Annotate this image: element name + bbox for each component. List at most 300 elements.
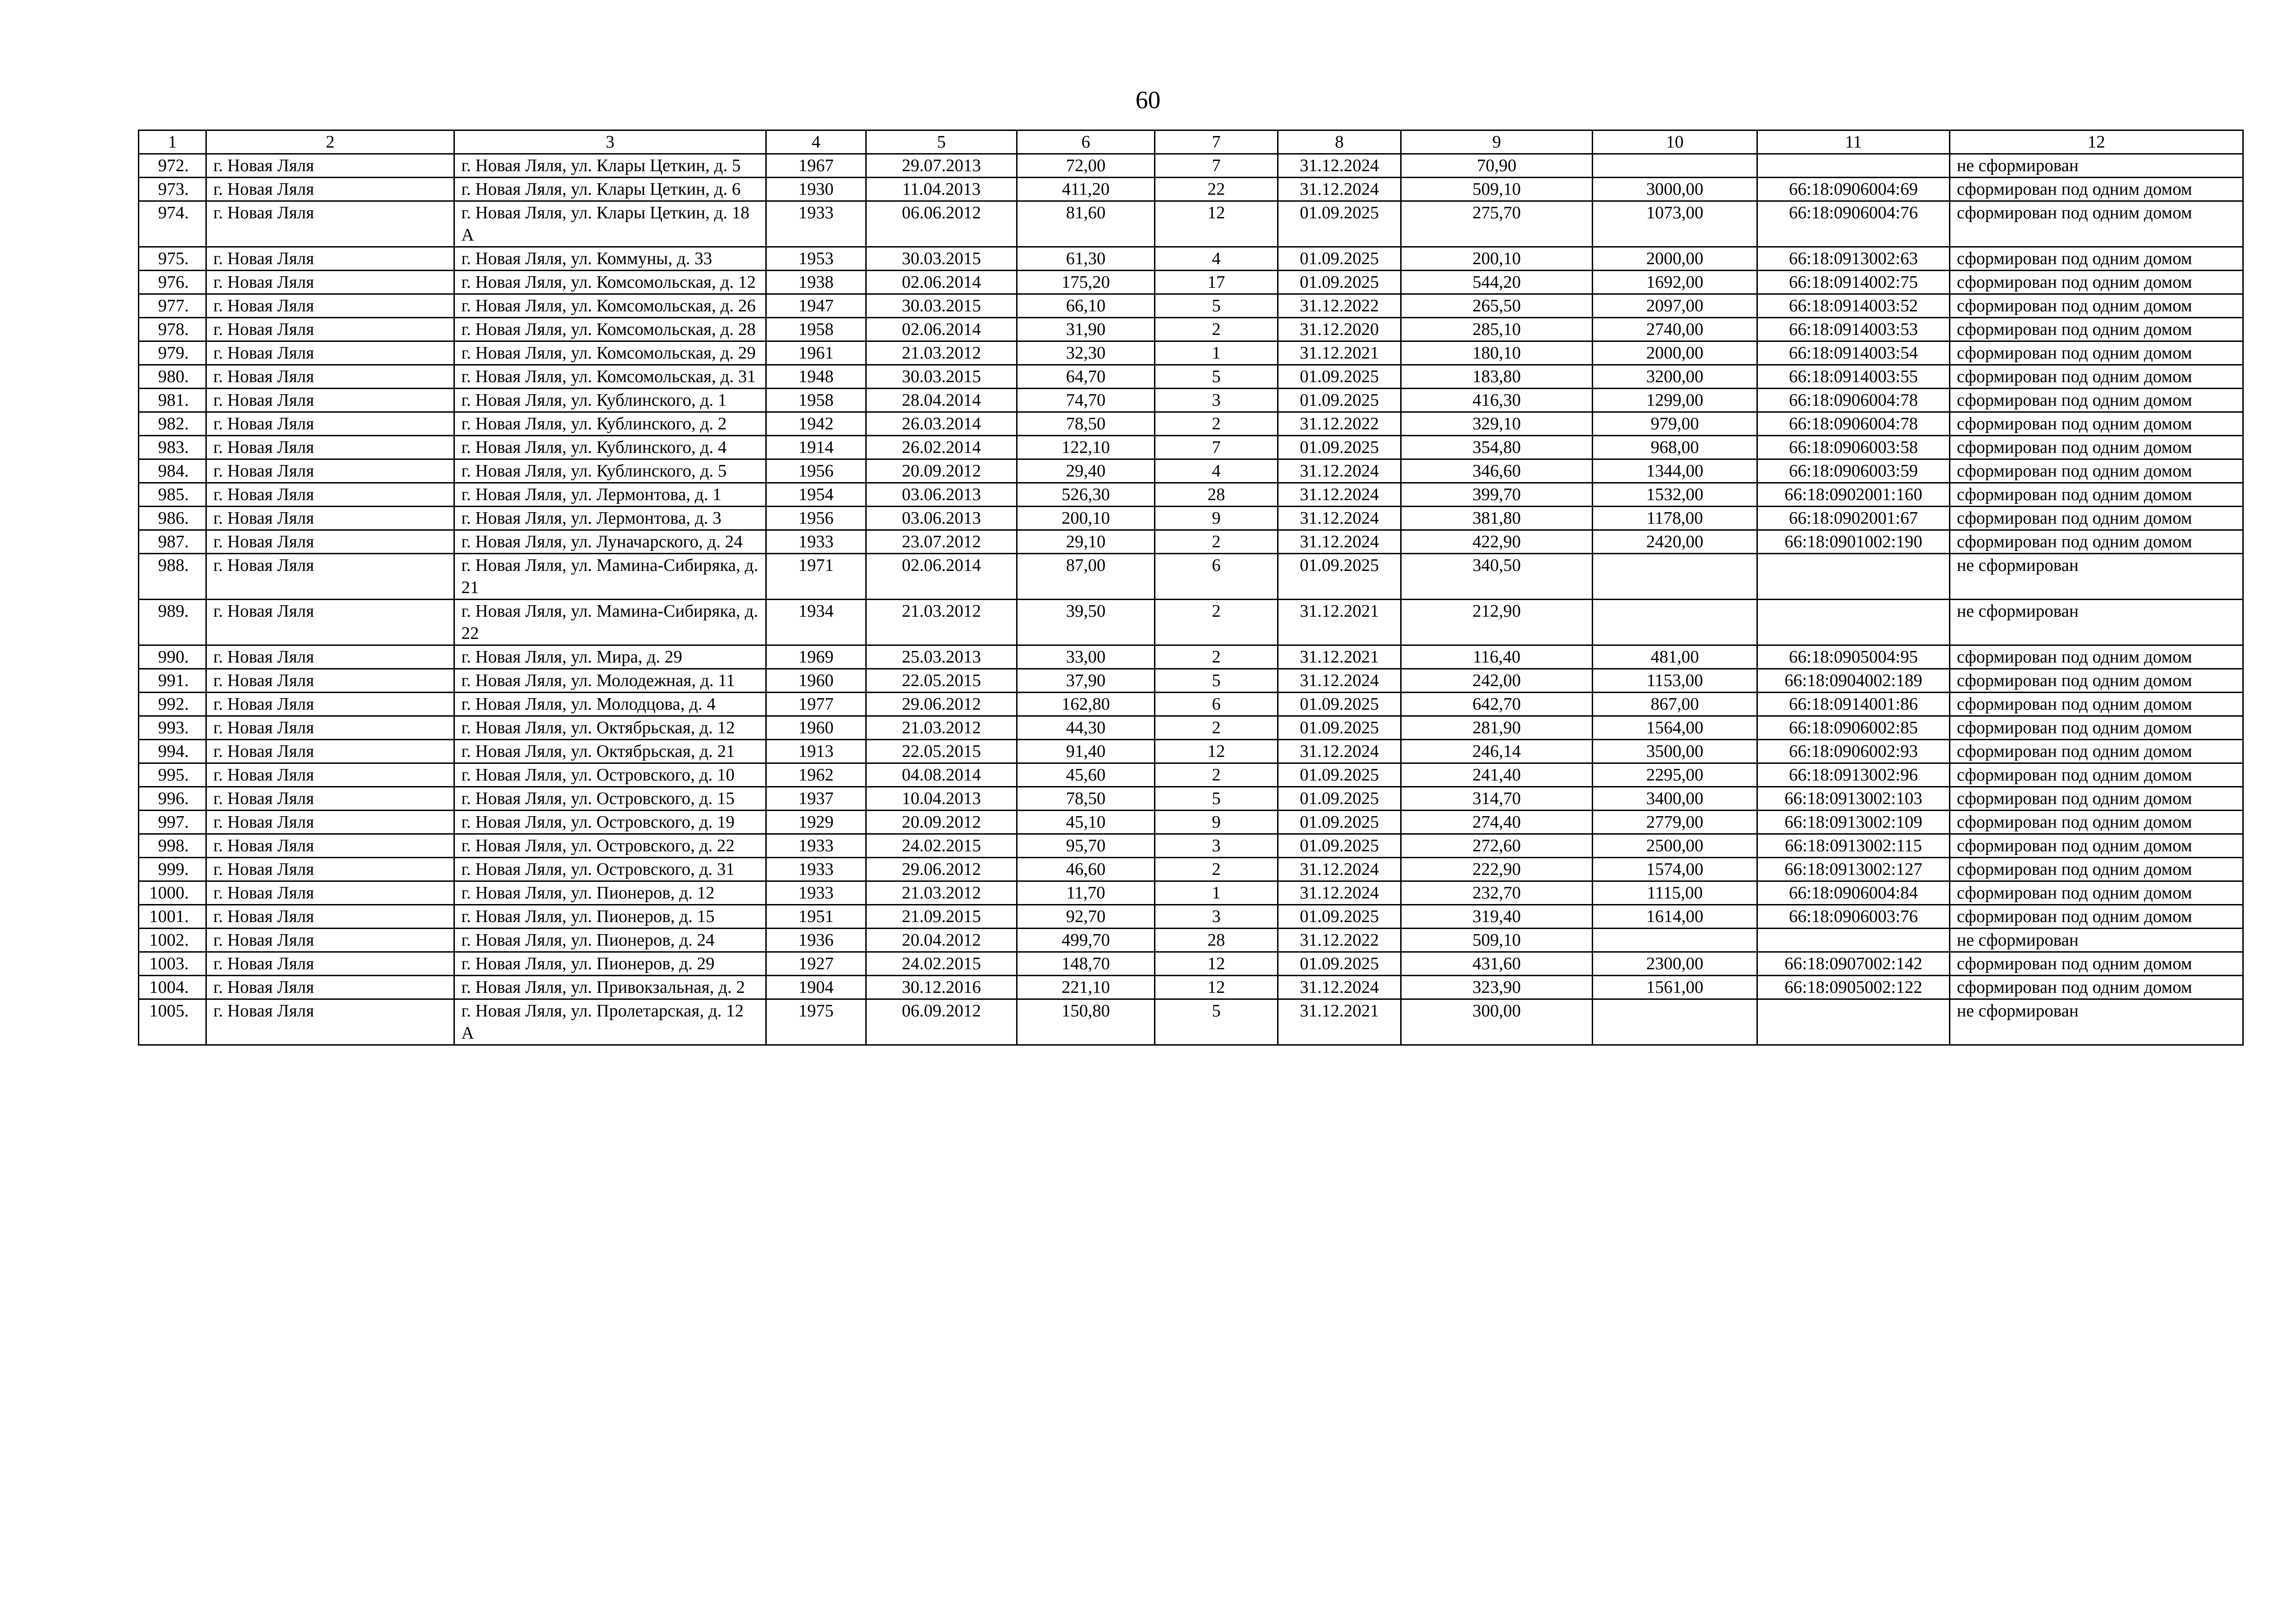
- cell-residents: 2: [1155, 600, 1278, 645]
- cell-survey-date: 30.03.2015: [866, 294, 1017, 318]
- cell-address: г. Новая Ляля, ул. Клары Цеткин, д. 5: [454, 154, 766, 178]
- cell-settlement: г. Новая Ляля: [206, 905, 454, 929]
- cell-row-number: 986.: [139, 507, 206, 530]
- cell-settlement: г. Новая Ляля: [206, 999, 454, 1045]
- cell-address: г. Новая Ляля, ул. Комсомольская, д. 28: [454, 318, 766, 341]
- table-row: [139, 645, 2243, 669]
- cell-build-year: 1962: [766, 763, 866, 787]
- cell-residents: 2: [1155, 412, 1278, 436]
- cell-land-status: не сформирован: [1950, 154, 2243, 178]
- cell-deadline: 31.12.2024: [1278, 881, 1401, 905]
- cell-build-year: 1929: [766, 811, 866, 834]
- cell-land-status: сформирован под одним домом: [1950, 693, 2243, 716]
- cell-build-year: 1933: [766, 201, 866, 247]
- cell-land-area: 2779,00: [1593, 811, 1757, 834]
- cell-cadastral-number: 66:18:0906004:84: [1757, 881, 1950, 905]
- cell-build-year: 1933: [766, 834, 866, 858]
- cell-cadastral-number: 66:18:0904002:189: [1757, 669, 1950, 693]
- cell-settlement: г. Новая Ляля: [206, 858, 454, 881]
- table-row: [139, 365, 2243, 389]
- cell-settlement: г. Новая Ляля: [206, 247, 454, 271]
- cell-settlement: г. Новая Ляля: [206, 929, 454, 952]
- cell-row-number: 1000.: [139, 881, 206, 905]
- table-row: [139, 271, 2243, 294]
- cell-deadline: 01.09.2025: [1278, 834, 1401, 858]
- cell-deadline: 31.12.2024: [1278, 976, 1401, 999]
- cell-residents: 6: [1155, 693, 1278, 716]
- cell-land-area: 867,00: [1593, 693, 1757, 716]
- cell-build-year: 1958: [766, 389, 866, 412]
- cell-cost: 323,90: [1401, 976, 1593, 999]
- cell-land-status: сформирован под одним домом: [1950, 669, 2243, 693]
- table-row: [139, 881, 2243, 905]
- table-row: [139, 389, 2243, 412]
- cell-residents: 12: [1155, 976, 1278, 999]
- cell-residents: 1: [1155, 341, 1278, 365]
- cell-cadastral-number: 66:18:0901002:190: [1757, 530, 1950, 554]
- cell-area: 411,20: [1017, 178, 1155, 201]
- cell-address: г. Новая Ляля, ул. Кублинского, д. 1: [454, 389, 766, 412]
- cell-settlement: г. Новая Ляля: [206, 669, 454, 693]
- cell-build-year: 1930: [766, 178, 866, 201]
- cell-build-year: 1933: [766, 530, 866, 554]
- cell-row-number: 1001.: [139, 905, 206, 929]
- cell-land-area: 1574,00: [1593, 858, 1757, 881]
- cell-residents: 2: [1155, 716, 1278, 740]
- cell-address: г. Новая Ляля, ул. Октябрьская, д. 21: [454, 740, 766, 763]
- cell-row-number: 996.: [139, 787, 206, 811]
- cell-deadline: 01.09.2025: [1278, 905, 1401, 929]
- cell-row-number: 991.: [139, 669, 206, 693]
- cell-address: г. Новая Ляля, ул. Комсомольская, д. 26: [454, 294, 766, 318]
- column-header: 4: [766, 130, 866, 154]
- cell-cost: 70,90: [1401, 154, 1593, 178]
- table-row: [139, 858, 2243, 881]
- table-row: [139, 929, 2243, 952]
- cell-build-year: 1947: [766, 294, 866, 318]
- cell-settlement: г. Новая Ляля: [206, 507, 454, 530]
- cell-area: 78,50: [1017, 412, 1155, 436]
- cell-residents: 7: [1155, 436, 1278, 459]
- cell-settlement: г. Новая Ляля: [206, 881, 454, 905]
- column-header: 6: [1017, 130, 1155, 154]
- cell-build-year: 1933: [766, 858, 866, 881]
- cell-area: 74,70: [1017, 389, 1155, 412]
- cell-row-number: 978.: [139, 318, 206, 341]
- cell-build-year: 1956: [766, 459, 866, 483]
- cell-build-year: 1913: [766, 740, 866, 763]
- cell-deadline: 31.12.2022: [1278, 929, 1401, 952]
- cell-area: 66,10: [1017, 294, 1155, 318]
- table-row: [139, 459, 2243, 483]
- cell-deadline: 01.09.2025: [1278, 787, 1401, 811]
- header-row: [139, 130, 2243, 154]
- cell-cadastral-number: 66:18:0913002:115: [1757, 834, 1950, 858]
- cell-cadastral-number: 66:18:0906004:76: [1757, 201, 1950, 247]
- cell-cadastral-number: 66:18:0902001:67: [1757, 507, 1950, 530]
- cell-cadastral-number: 66:18:0913002:109: [1757, 811, 1950, 834]
- cell-settlement: г. Новая Ляля: [206, 436, 454, 459]
- cell-land-status: сформирован под одним домом: [1950, 412, 2243, 436]
- cell-settlement: г. Новая Ляля: [206, 600, 454, 645]
- cell-area: 72,00: [1017, 154, 1155, 178]
- cell-land-area: 2000,00: [1593, 341, 1757, 365]
- cell-residents: 2: [1155, 318, 1278, 341]
- cell-settlement: г. Новая Ляля: [206, 389, 454, 412]
- cell-settlement: г. Новая Ляля: [206, 740, 454, 763]
- table-row: [139, 294, 2243, 318]
- table-row: [139, 740, 2243, 763]
- table-body: [139, 154, 2243, 1045]
- cell-land-status: сформирован под одним домом: [1950, 763, 2243, 787]
- cell-land-status: сформирован под одним домом: [1950, 294, 2243, 318]
- cell-row-number: 1003.: [139, 952, 206, 976]
- column-header: 9: [1401, 130, 1593, 154]
- cell-residents: 7: [1155, 154, 1278, 178]
- table-row: [139, 905, 2243, 929]
- cell-residents: 5: [1155, 669, 1278, 693]
- cell-row-number: 988.: [139, 554, 206, 600]
- column-header: 11: [1757, 130, 1950, 154]
- cell-cost: 232,70: [1401, 881, 1593, 905]
- cell-land-area: 2000,00: [1593, 247, 1757, 271]
- table-row: [139, 834, 2243, 858]
- cell-area: 221,10: [1017, 976, 1155, 999]
- cell-deadline: 01.09.2025: [1278, 763, 1401, 787]
- cell-land-area: 1073,00: [1593, 201, 1757, 247]
- cell-cadastral-number: 66:18:0914002:75: [1757, 271, 1950, 294]
- cell-cost: 272,60: [1401, 834, 1593, 858]
- cell-build-year: 1958: [766, 318, 866, 341]
- cell-land-status: сформирован под одним домом: [1950, 834, 2243, 858]
- cell-address: г. Новая Ляля, ул. Луначарского, д. 24: [454, 530, 766, 554]
- cell-land-status: сформирован под одним домом: [1950, 858, 2243, 881]
- cell-land-area: 3500,00: [1593, 740, 1757, 763]
- cell-land-status: сформирован под одним домом: [1950, 507, 2243, 530]
- housing-table: [138, 130, 2244, 1046]
- cell-settlement: г. Новая Ляля: [206, 976, 454, 999]
- cell-area: 61,30: [1017, 247, 1155, 271]
- table-row: [139, 693, 2243, 716]
- cell-cost: 285,10: [1401, 318, 1593, 341]
- cell-land-status: сформирован под одним домом: [1950, 365, 2243, 389]
- cell-survey-date: 21.03.2012: [866, 600, 1017, 645]
- cell-land-status: сформирован под одним домом: [1950, 271, 2243, 294]
- cell-cadastral-number: [1757, 554, 1950, 600]
- cell-cost: 281,90: [1401, 716, 1593, 740]
- cell-residents: 17: [1155, 271, 1278, 294]
- cell-address: г. Новая Ляля, ул. Клары Цеткин, д. 18 А: [454, 201, 766, 247]
- cell-cost: 314,70: [1401, 787, 1593, 811]
- cell-deadline: 31.12.2021: [1278, 645, 1401, 669]
- cell-settlement: г. Новая Ляля: [206, 811, 454, 834]
- cell-survey-date: 29.06.2012: [866, 858, 1017, 881]
- cell-area: 11,70: [1017, 881, 1155, 905]
- cell-area: 150,80: [1017, 999, 1155, 1045]
- cell-land-status: сформирован под одним домом: [1950, 459, 2243, 483]
- cell-area: 92,70: [1017, 905, 1155, 929]
- table-row: [139, 952, 2243, 976]
- cell-residents: 6: [1155, 554, 1278, 600]
- cell-land-area: 1614,00: [1593, 905, 1757, 929]
- cell-address: г. Новая Ляля, ул. Кублинского, д. 2: [454, 412, 766, 436]
- cell-address: г. Новая Ляля, ул. Коммуны, д. 33: [454, 247, 766, 271]
- cell-area: 122,10: [1017, 436, 1155, 459]
- page-number: 60: [1136, 86, 1160, 114]
- cell-survey-date: 03.06.2013: [866, 483, 1017, 507]
- cell-cadastral-number: 66:18:0905002:122: [1757, 976, 1950, 999]
- cell-land-status: сформирован под одним домом: [1950, 389, 2243, 412]
- cell-settlement: г. Новая Ляля: [206, 459, 454, 483]
- cell-residents: 5: [1155, 365, 1278, 389]
- cell-land-status: сформирован под одним домом: [1950, 530, 2243, 554]
- cell-settlement: г. Новая Ляля: [206, 645, 454, 669]
- cell-land-area: 1561,00: [1593, 976, 1757, 999]
- cell-land-status: сформирован под одним домом: [1950, 318, 2243, 341]
- cell-land-status: сформирован под одним домом: [1950, 178, 2243, 201]
- cell-land-area: 2097,00: [1593, 294, 1757, 318]
- table-row: [139, 716, 2243, 740]
- cell-address: г. Новая Ляля, ул. Лермонтова, д. 3: [454, 507, 766, 530]
- cell-address: г. Новая Ляля, ул. Комсомольская, д. 31: [454, 365, 766, 389]
- cell-survey-date: 22.05.2015: [866, 669, 1017, 693]
- cell-residents: 2: [1155, 763, 1278, 787]
- cell-settlement: г. Новая Ляля: [206, 763, 454, 787]
- cell-cadastral-number: 66:18:0914003:55: [1757, 365, 1950, 389]
- cell-survey-date: 20.04.2012: [866, 929, 1017, 952]
- cell-row-number: 1004.: [139, 976, 206, 999]
- cell-address: г. Новая Ляля, ул. Островского, д. 19: [454, 811, 766, 834]
- cell-survey-date: 20.09.2012: [866, 811, 1017, 834]
- cell-build-year: 1971: [766, 554, 866, 600]
- cell-cost: 422,90: [1401, 530, 1593, 554]
- cell-row-number: 994.: [139, 740, 206, 763]
- cell-cadastral-number: 66:18:0906003:59: [1757, 459, 1950, 483]
- cell-area: 46,60: [1017, 858, 1155, 881]
- cell-land-area: 1344,00: [1593, 459, 1757, 483]
- cell-deadline: 31.12.2020: [1278, 318, 1401, 341]
- cell-build-year: 1967: [766, 154, 866, 178]
- cell-survey-date: 03.06.2013: [866, 507, 1017, 530]
- cell-cost: 183,80: [1401, 365, 1593, 389]
- cell-cost: 399,70: [1401, 483, 1593, 507]
- cell-residents: 3: [1155, 905, 1278, 929]
- cell-land-area: 3400,00: [1593, 787, 1757, 811]
- cell-cost: 300,00: [1401, 999, 1593, 1045]
- cell-survey-date: 23.07.2012: [866, 530, 1017, 554]
- cell-residents: 12: [1155, 952, 1278, 976]
- cell-address: г. Новая Ляля, ул. Привокзальная, д. 2: [454, 976, 766, 999]
- cell-deadline: 31.12.2024: [1278, 530, 1401, 554]
- table-row: [139, 600, 2243, 645]
- cell-survey-date: 21.03.2012: [866, 881, 1017, 905]
- cell-land-area: 3000,00: [1593, 178, 1757, 201]
- cell-residents: 5: [1155, 787, 1278, 811]
- cell-residents: 28: [1155, 929, 1278, 952]
- table-row: [139, 787, 2243, 811]
- cell-cost: 200,10: [1401, 247, 1593, 271]
- cell-address: г. Новая Ляля, ул. Мира, д. 29: [454, 645, 766, 669]
- cell-cost: 346,60: [1401, 459, 1593, 483]
- cell-deadline: 31.12.2021: [1278, 999, 1401, 1045]
- cell-row-number: 974.: [139, 201, 206, 247]
- cell-area: 526,30: [1017, 483, 1155, 507]
- cell-address: г. Новая Ляля, ул. Комсомольская, д. 29: [454, 341, 766, 365]
- cell-survey-date: 28.04.2014: [866, 389, 1017, 412]
- cell-residents: 22: [1155, 178, 1278, 201]
- cell-land-area: 3200,00: [1593, 365, 1757, 389]
- cell-survey-date: 22.05.2015: [866, 740, 1017, 763]
- table-row: [139, 811, 2243, 834]
- cell-deadline: 01.09.2025: [1278, 811, 1401, 834]
- cell-area: 91,40: [1017, 740, 1155, 763]
- cell-area: 32,30: [1017, 341, 1155, 365]
- cell-settlement: г. Новая Ляля: [206, 341, 454, 365]
- table-row: [139, 669, 2243, 693]
- cell-build-year: 1961: [766, 341, 866, 365]
- table-row: [139, 554, 2243, 600]
- cell-area: 45,60: [1017, 763, 1155, 787]
- cell-deadline: 31.12.2022: [1278, 412, 1401, 436]
- cell-survey-date: 21.03.2012: [866, 716, 1017, 740]
- cell-cost: 246,14: [1401, 740, 1593, 763]
- cell-land-status: сформирован под одним домом: [1950, 201, 2243, 247]
- cell-survey-date: 29.06.2012: [866, 693, 1017, 716]
- cell-land-status: сформирован под одним домом: [1950, 787, 2243, 811]
- cell-deadline: 31.12.2021: [1278, 341, 1401, 365]
- cell-area: 45,10: [1017, 811, 1155, 834]
- table-row: [139, 530, 2243, 554]
- cell-settlement: г. Новая Ляля: [206, 318, 454, 341]
- cell-cadastral-number: 66:18:0914003:53: [1757, 318, 1950, 341]
- cell-land-area: 1564,00: [1593, 716, 1757, 740]
- cell-address: г. Новая Ляля, ул. Островского, д. 31: [454, 858, 766, 881]
- cell-survey-date: 21.09.2015: [866, 905, 1017, 929]
- cell-land-area: 2500,00: [1593, 834, 1757, 858]
- table-row: [139, 483, 2243, 507]
- cell-land-status: сформирован под одним домом: [1950, 341, 2243, 365]
- cell-cadastral-number: [1757, 999, 1950, 1045]
- cell-settlement: г. Новая Ляля: [206, 787, 454, 811]
- cell-deadline: 31.12.2024: [1278, 459, 1401, 483]
- cell-area: 175,20: [1017, 271, 1155, 294]
- cell-deadline: 01.09.2025: [1278, 389, 1401, 412]
- cell-cadastral-number: 66:18:0906002:93: [1757, 740, 1950, 763]
- cell-cost: 329,10: [1401, 412, 1593, 436]
- column-header: 8: [1278, 130, 1401, 154]
- cell-area: 39,50: [1017, 600, 1155, 645]
- cell-land-status: сформирован под одним домом: [1950, 905, 2243, 929]
- cell-cadastral-number: 66:18:0902001:160: [1757, 483, 1950, 507]
- cell-land-area: 2295,00: [1593, 763, 1757, 787]
- cell-land-area: [1593, 554, 1757, 600]
- cell-residents: 2: [1155, 530, 1278, 554]
- cell-cadastral-number: [1757, 154, 1950, 178]
- cell-cost: 381,80: [1401, 507, 1593, 530]
- cell-row-number: 999.: [139, 858, 206, 881]
- cell-cost: 544,20: [1401, 271, 1593, 294]
- cell-land-area: 1692,00: [1593, 271, 1757, 294]
- cell-land-area: 979,00: [1593, 412, 1757, 436]
- cell-land-status: сформирован под одним домом: [1950, 976, 2243, 999]
- cell-survey-date: 20.09.2012: [866, 459, 1017, 483]
- cell-deadline: 01.09.2025: [1278, 365, 1401, 389]
- cell-build-year: 1960: [766, 669, 866, 693]
- cell-deadline: 31.12.2024: [1278, 858, 1401, 881]
- table-row: [139, 412, 2243, 436]
- table-row: [139, 436, 2243, 459]
- cell-survey-date: 25.03.2013: [866, 645, 1017, 669]
- cell-cadastral-number: 66:18:0906004:78: [1757, 412, 1950, 436]
- cell-survey-date: 30.03.2015: [866, 247, 1017, 271]
- cell-area: 148,70: [1017, 952, 1155, 976]
- cell-cadastral-number: [1757, 929, 1950, 952]
- cell-address: г. Новая Ляля, ул. Лермонтова, д. 1: [454, 483, 766, 507]
- cell-build-year: 1951: [766, 905, 866, 929]
- cell-deadline: 01.09.2025: [1278, 693, 1401, 716]
- cell-settlement: г. Новая Ляля: [206, 530, 454, 554]
- cell-cost: 212,90: [1401, 600, 1593, 645]
- cell-cost: 340,50: [1401, 554, 1593, 600]
- cell-land-area: 2740,00: [1593, 318, 1757, 341]
- cell-deadline: 31.12.2024: [1278, 154, 1401, 178]
- cell-residents: 12: [1155, 740, 1278, 763]
- table-row: [139, 154, 2243, 178]
- cell-build-year: 1975: [766, 999, 866, 1045]
- cell-row-number: 981.: [139, 389, 206, 412]
- cell-cost: 354,80: [1401, 436, 1593, 459]
- cell-build-year: 1960: [766, 716, 866, 740]
- cell-row-number: 990.: [139, 645, 206, 669]
- cell-land-area: [1593, 154, 1757, 178]
- cell-cost: 116,40: [1401, 645, 1593, 669]
- cell-address: г. Новая Ляля, ул. Мамина-Сибиряка, д. 22: [454, 600, 766, 645]
- cell-settlement: г. Новая Ляля: [206, 154, 454, 178]
- cell-residents: 4: [1155, 247, 1278, 271]
- cell-land-area: [1593, 999, 1757, 1045]
- cell-area: 95,70: [1017, 834, 1155, 858]
- cell-cadastral-number: 66:18:0913002:127: [1757, 858, 1950, 881]
- column-header: 10: [1593, 130, 1757, 154]
- cell-survey-date: 02.06.2014: [866, 554, 1017, 600]
- cell-row-number: 987.: [139, 530, 206, 554]
- cell-build-year: 1937: [766, 787, 866, 811]
- cell-residents: 28: [1155, 483, 1278, 507]
- cell-cost: 180,10: [1401, 341, 1593, 365]
- cell-residents: 5: [1155, 999, 1278, 1045]
- cell-deadline: 01.09.2025: [1278, 952, 1401, 976]
- table-row: [139, 318, 2243, 341]
- cell-row-number: 982.: [139, 412, 206, 436]
- column-header: 12: [1950, 130, 2243, 154]
- cell-address: г. Новая Ляля, ул. Кублинского, д. 5: [454, 459, 766, 483]
- cell-area: 29,10: [1017, 530, 1155, 554]
- cell-settlement: г. Новая Ляля: [206, 365, 454, 389]
- cell-deadline: 31.12.2024: [1278, 740, 1401, 763]
- cell-land-status: не сформирован: [1950, 554, 2243, 600]
- cell-row-number: 1005.: [139, 999, 206, 1045]
- cell-land-area: 1153,00: [1593, 669, 1757, 693]
- cell-residents: 2: [1155, 858, 1278, 881]
- cell-cost: 275,70: [1401, 201, 1593, 247]
- cell-build-year: 1904: [766, 976, 866, 999]
- cell-settlement: г. Новая Ляля: [206, 716, 454, 740]
- cell-residents: 5: [1155, 294, 1278, 318]
- cell-survey-date: 04.08.2014: [866, 763, 1017, 787]
- cell-cadastral-number: 66:18:0906003:58: [1757, 436, 1950, 459]
- cell-cost: 509,10: [1401, 929, 1593, 952]
- cell-cost: 222,90: [1401, 858, 1593, 881]
